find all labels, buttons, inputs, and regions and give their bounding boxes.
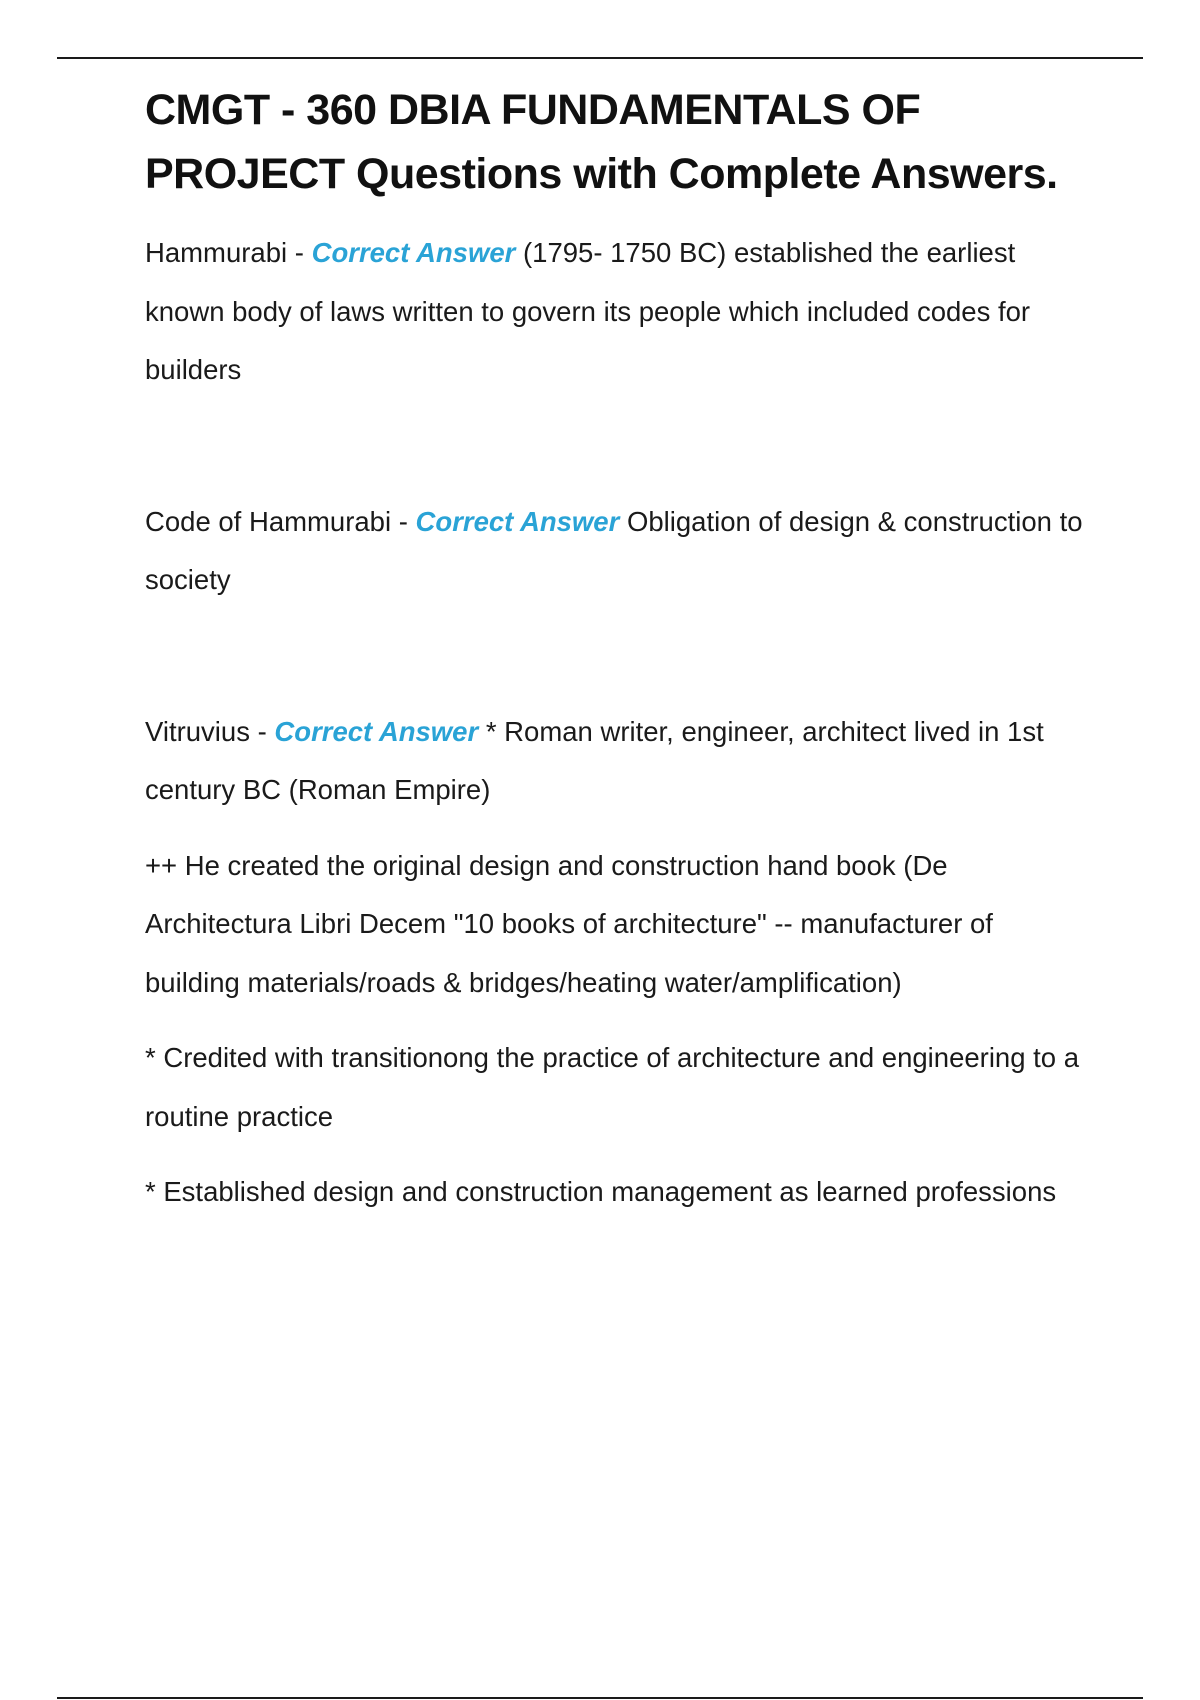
document-body: [145, 78, 1085, 1222]
qa-entry-hammurabi: [145, 224, 1085, 400]
entry-answer: * Roman writer, engineer, architect lived in 1st century BC (Roman Empire): [145, 715, 1044, 805]
entry-term: Code of Hammurabi: [145, 505, 392, 537]
spacer: [145, 610, 1085, 703]
spacer: [145, 820, 1085, 837]
correct-answer-label: Correct Answer: [274, 715, 479, 747]
document-title: CMGT - 360 DBIA FUNDAMENTALS OF PROJECT Questions with Complete Answers.: [145, 86, 1058, 198]
entry-term: Vitruvius: [145, 715, 250, 747]
entry-answer: Obligation of design & construction to society: [145, 505, 1083, 595]
correct-answer-label: Correct Answer: [311, 237, 516, 268]
answer-continuation: * Established design and construction management as learned professions: [145, 1176, 1057, 1207]
top-rule: [57, 57, 1143, 59]
answer-continuation: ++ He created the original design and construction hand book (De Architectura Libri Decem "10 books of architecture" -- manufacturer of building materials/roads & bridges/heating water/amplification): [145, 849, 993, 998]
entry-separator: -: [287, 237, 312, 268]
bottom-rule: [57, 1697, 1143, 1699]
qa-entry-code-of-hammurabi: [145, 493, 1085, 610]
spacer: [145, 1146, 1085, 1163]
entry-separator: -: [249, 715, 275, 747]
correct-answer-label: Correct Answer: [415, 505, 620, 537]
qa-entry-vitruvius: [145, 703, 1085, 820]
answer-continuation: * Credited with transitionong the practice of architecture and engineering to a routine practice: [145, 1042, 1080, 1132]
entry-separator: -: [391, 505, 416, 537]
spacer: [145, 400, 1085, 493]
entry-answer: (1795- 1750 BC) established the earliest known body of laws written to govern its people which included codes for builders: [145, 237, 1031, 385]
spacer: [145, 1012, 1085, 1029]
entry-term: Hammurabi: [145, 237, 288, 268]
